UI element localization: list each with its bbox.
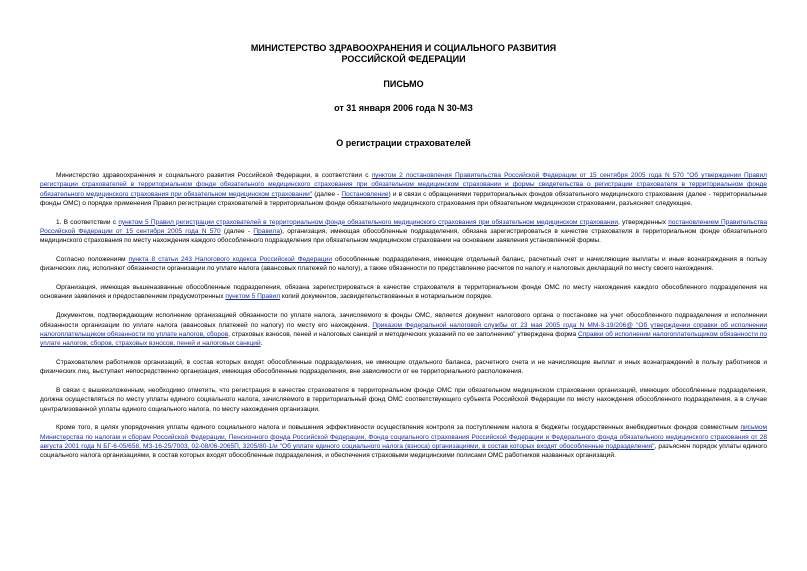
link-tax-certificate-form[interactable]: Справки об исполнении налогоплательщиком обязанности по уплате налогов, сборов, страховых взносов, пеней и налоговых санкций	[40, 330, 767, 348]
link-rules[interactable]: Правила	[253, 227, 280, 235]
link-rules-point-5[interactable]: пунктом 5 Правил регистрации страхователей в территориальном фонде обязательного медицинского страхования при обязательном медицинском страховании	[118, 218, 618, 226]
authority-line-1: МИНИСТЕРСТВО ЗДРАВООХРАНЕНИЯ И СОЦИАЛЬНОГО РАЗВИТИЯ	[250, 43, 557, 53]
issuing-authority	[40, 43, 767, 65]
document-type: ПИСЬМО	[383, 79, 424, 89]
link-fns-order[interactable]: Приказом Федеральной налоговой службы от 23 мая 2005 года N ММ-3-19/206@ "Об утверждении справки об исполнении налогоплательщиком обязанности по уплате налогов, сборов	[40, 321, 767, 338]
link-resolution-570[interactable]: постановлением Правительства Российской Федерации от 15 сентября 2005 года N 570	[40, 218, 767, 235]
document-body	[40, 171, 767, 461]
paragraph-tax-document: Документом, подтверждающим исполнение организацией обязанности по уплате налога, зачисляемого в фонды ОМС, является документ налогового органа о постановке на учет обособленного подразделения и исполнении обязанности организации по уплате налога (авансовых платежей по налогу) по месту его нахождения. Приказом Федеральной налоговой службы от 23 мая 2005 года N ММ-3-19/206@ "Об утверждении справки об исполнении налогоплательщиком обязанности по уплате налогов, сборов, страховых взносов, пеней и налоговых санкций и методических указаний по ее заполнению" утверждена форма Справки об исполнении налогоплательщиком обязанности по уплате налогов, сборов, страховых взносов, пеней и налоговых санкций.	[40, 312, 767, 348]
paragraph-joint-letter: Кроме того, в целях упорядочения уплаты единого социального налога и повышения эффективности осуществления контроля за поступлением налога в бюджеты государственных внебюджетных фондов совместным письмом Министерства по налогам и сборам Российской Федерации, Пенсионного фонда Российской Федерации, Фонда социального страхования Российской Федерации и Федерального фонда обязательного медицинского страхования от 28 августа 2001 года N БГ-6-05/658, МЗ-16-25/7003, 02-08/06-2065П, 3205/80-1/и "Об уплате единого социального налога (взноса) организациями, в состав которых входят обособленные подразделения", разъяснен порядок уплаты единого социального налога организациями, в состав которых входят обособленные подразделения, и обеспечения страховыми медицинскими полисами ОМС работников названных организаций.	[40, 424, 768, 460]
link-resolution-570-p2[interactable]: пунктом 2 постановления Правительства Российской Федерации от 15 сентября 2005 года N 570 "Об утверждении Правил регистрации страхователей в территориальном фонде обязательного медицинского страхования при обязательном медицинском страховании и формы свидетельства о регистрации страхователя в территориальном фонде обязательного медицинского страхования при обязательном медицинском страховании"	[40, 172, 767, 198]
paragraph-tax-code: Согласно положениям пункта 8 статьи 243 Налогового кодекса Российской Федерации обособленные подразделения, имеющие отдельный баланс, расчетный счет и начисляющие выплаты и иные вознаграждения в пользу физических лиц, исполняют обязанности организации по уплате налога (авансовых платежей по налогу), а также обязанности по представлению расчетов по налогу и налоговых деклараций по месту своего нахождения.	[40, 256, 767, 273]
paragraph-registration: Организация, имеющая вышеназванные обособленные подразделения, обязана зарегистрироваться в качестве страхователя в территориальном фонде ОМС по месту нахождения каждого обособленного подразделения на основании заявления и предоставлением предусмотренных пунктом 5 Правил копий документов, засвидетельствованных в нотариальном порядке.	[40, 284, 767, 301]
document-date: от 31 января 2006 года N 30-МЗ	[334, 103, 473, 113]
paragraph-intro: Министерство здравоохранения и социального развития Российской Федерации, в соответствии с пунктом 2 постановления Правительства Российской Федерации от 15 сентября 2005 года N 570 "Об утверждении Правил регистрации страхователей в территориальном фонде обязательного медицинского страхования при обязательном медицинском страховании и формы свидетельства о регистрации страхователя в территориальном фонде обязательного медицинского страхования при обязательном медицинском страховании" (далее - Постановление) и в связи с обращениями территориальных фондов обязательного медицинского страхования (далее - территориальные фонды ОМС) о порядке применения Правил регистрации страхователей в территориальном фонде обязательного медицинского страхования при обязательном медицинском страховании, разъясняет следующее.	[40, 172, 767, 207]
authority-line-2: РОССИЙСКОЙ ФЕДЕРАЦИИ	[341, 54, 466, 64]
link-postanovlenie[interactable]: Постановление	[341, 190, 389, 198]
paragraph-1: 1. В соответствии с пунктом 5 Правил регистрации страхователей в территориальном фонде обязательного медицинского страхования при обязательном медицинском страховании, утвержденных постановлением Правительства Российской Федерации от 15 сентября 2005 года N 570 (далее - Правила), организация, имеющая обособленные подразделения, обязана зарегистрироваться в качестве страхователя в территориальном фонде обязательного медицинского страхования по месту нахождения каждого обособленного подразделения при обязательном медицинском страховании на основании заявления установленной формы.	[40, 218, 767, 245]
link-tax-code-243[interactable]: пункта 8 статьи 243 Налогового кодекса Российской Федерации	[128, 256, 332, 264]
document-subject: О регистрации страхователей	[336, 138, 471, 148]
paragraph-insurer: Страхователем работников организаций, в состав которых входят обособленные подразделения, не имеющие отдельного баланса, расчетного счета и не начисляющие выплат и иных вознаграждений в пользу работников и физических лиц, выступает непосредственно организация, имеющая обособленные подразделения, вне зависимости от ее территориального расположения.	[40, 358, 767, 376]
paragraph-conclusion: В связи с вышеизложенным, необходимо отметить, что регистрация в качестве страхователя в территориальном фонде ОМС при обязательном медицинском страховании организаций, имеющих обособленные подразделения, должна осуществляться по месту уплаты единого социального налога, зачисляемого в территориальный фонд ОМС соответствующего субъекта Российской Федерации по месту нахождения обособленного подразделения, а в случае централизованной уплаты единого социального налога, по месту нахождения организации.	[40, 387, 767, 413]
link-joint-letter[interactable]: письмом Министерства по налогам и сборам Российской Федерации, Пенсионного фонда Российской Федерации, Фонда социального страхования Российской Федерации и Федерального фонда обязательного медицинского страхования от 28 августа 2001 года N БГ-6-05/658, МЗ-16-25/7003, 02-08/06-2065П, 3205/80-1/и "Об уплате единого социального налога (взноса) организациями, в состав которых входят обособленные подразделения"	[40, 424, 767, 451]
link-rules-point-5-short[interactable]: пунктом 5 Правил	[225, 293, 281, 301]
